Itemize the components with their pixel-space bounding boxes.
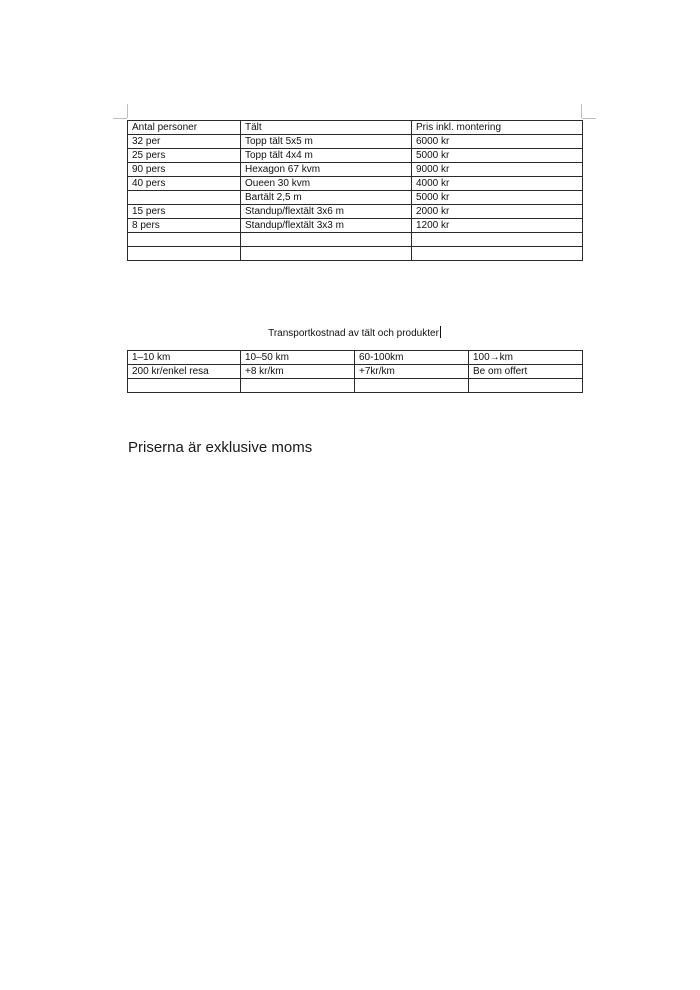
transport-title-text: Transportkostnad av tält och produkter — [268, 328, 439, 339]
header-talt: Tält — [241, 121, 412, 135]
text-cursor — [440, 326, 441, 338]
table-row — [128, 205, 583, 219]
table-cell: 200 kr/enkel resa — [128, 365, 241, 379]
table-cell — [128, 191, 241, 205]
table-cell: 8 pers — [128, 219, 241, 233]
transport-title — [127, 326, 582, 340]
table-row — [128, 163, 583, 177]
table-cell: 6000 kr — [412, 135, 583, 149]
table-row — [128, 149, 583, 163]
table-cell — [469, 379, 583, 393]
crop-mark-top-left — [113, 118, 127, 119]
table-cell: 5000 kr — [412, 149, 583, 163]
table-cell: 15 pers — [128, 205, 241, 219]
table-cell — [241, 247, 412, 261]
table-cell — [241, 233, 412, 247]
table-row — [128, 135, 583, 149]
crop-mark-top-right — [581, 104, 582, 118]
table-cell: Standup/flextält 3x3 m — [241, 219, 412, 233]
table-header-row — [128, 121, 583, 135]
table-row — [128, 191, 583, 205]
table-cell — [128, 247, 241, 261]
table-cell: 4000 kr — [412, 177, 583, 191]
table-cell: 2000 kr — [412, 205, 583, 219]
table-cell: 90 pers — [128, 163, 241, 177]
table-row — [128, 365, 583, 379]
header-distance-1: 1–10 km — [128, 351, 241, 365]
table-cell — [128, 379, 241, 393]
table-cell: Be om offert — [469, 365, 583, 379]
table-cell — [412, 233, 583, 247]
table-cell: +7kr/km — [355, 365, 469, 379]
table-cell — [241, 379, 355, 393]
crop-mark-top-right — [582, 118, 596, 119]
vat-note: Priserna är exklusive moms — [128, 439, 313, 456]
header-distance-3: 60-100km — [355, 351, 469, 365]
table-cell: Topp tält 5x5 m — [241, 135, 412, 149]
table-header-row — [128, 351, 583, 365]
table-cell: 25 pers — [128, 149, 241, 163]
table-cell: Standup/flextält 3x6 m — [241, 205, 412, 219]
header-distance-4: 100→km — [469, 351, 583, 365]
table-cell: 5000 kr — [412, 191, 583, 205]
table-cell: Bartält 2,5 m — [241, 191, 412, 205]
tent-price-table — [127, 120, 583, 261]
table-cell: 32 per — [128, 135, 241, 149]
table-cell: Oueen 30 kvm — [241, 177, 412, 191]
table-row — [128, 177, 583, 191]
table-cell: Topp tält 4x4 m — [241, 149, 412, 163]
header-antal-personer: Antal personer — [128, 121, 241, 135]
table-cell: 9000 kr — [412, 163, 583, 177]
table-cell: 40 pers — [128, 177, 241, 191]
table-cell: +8 kr/km — [241, 365, 355, 379]
table-cell — [128, 233, 241, 247]
header-distance-2: 10–50 km — [241, 351, 355, 365]
table-cell: Hexagon 67 kvm — [241, 163, 412, 177]
header-pris: Pris inkl. montering — [412, 121, 583, 135]
table-row — [128, 247, 583, 261]
table-row — [128, 233, 583, 247]
crop-mark-top-left — [127, 104, 128, 118]
table-cell — [412, 247, 583, 261]
transport-cost-table — [127, 350, 583, 393]
table-cell — [355, 379, 469, 393]
table-row — [128, 219, 583, 233]
table-cell: 1200 kr — [412, 219, 583, 233]
table-row — [128, 379, 583, 393]
